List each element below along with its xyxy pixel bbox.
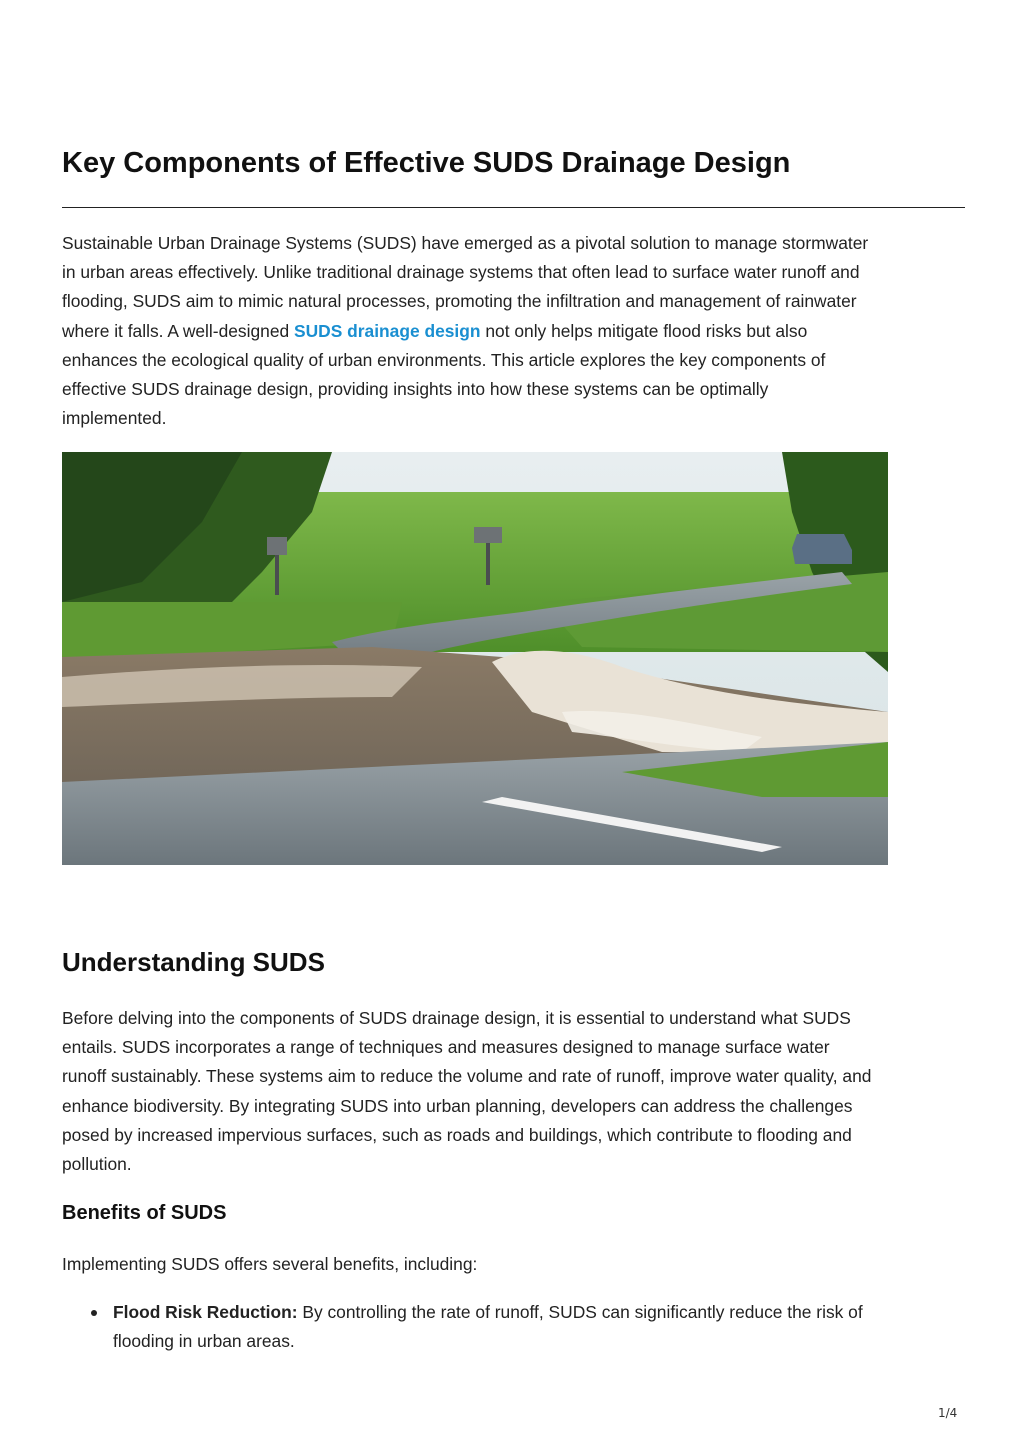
section-heading-benefits: Benefits of SUDS (62, 1202, 227, 1224)
intro-text: not only helps mitigate flood risks but also (480, 320, 808, 341)
benefits-list (62, 1298, 965, 1356)
intro-line: flooding, SUDS aim to mimic natural processes, promoting the infiltration and management of rainwater (62, 291, 857, 312)
list-item-line: flooding in urban areas. (113, 1331, 295, 1352)
intro-line: in urban areas effectively. Unlike traditional drainage systems that often lead to surface water runoff and (62, 262, 860, 283)
suds-drainage-design-link[interactable]: SUDS drainage design (294, 320, 481, 341)
title-divider (62, 207, 965, 208)
list-item-text: By controlling the rate of runoff, SUDS can significantly reduce the risk of (297, 1302, 863, 1322)
paragraph-line: pollution. (62, 1154, 132, 1175)
paragraph-line: entails. SUDS incorporates a range of techniques and measures designed to manage surface water (62, 1037, 830, 1058)
intro-line (62, 317, 965, 346)
paragraph-line: Before delving into the components of SUDS drainage design, it is essential to understand what SUDS (62, 1008, 851, 1028)
list-item-label: Flood Risk Reduction: (113, 1302, 298, 1322)
bullet-icon (91, 1310, 97, 1316)
list-item (62, 1298, 965, 1356)
paragraph-line: enhance biodiversity. By integrating SUDS into urban planning, developers can address the challenges (62, 1095, 853, 1116)
intro-paragraph (62, 229, 965, 433)
paragraph-line: posed by increased impervious surfaces, such as roads and buildings, which contribute to flooding and (62, 1124, 852, 1145)
intro-line: Sustainable Urban Drainage Systems (SUDS) have emerged as a pivotal solution to manage stormwater (62, 233, 869, 253)
page-number: 1/4 (938, 1406, 958, 1420)
paragraph-line: runoff sustainably. These systems aim to reduce the volume and rate of runoff, improve water quality, and (62, 1066, 872, 1087)
list-item-line (113, 1298, 965, 1327)
flooded-road-image (62, 452, 888, 865)
benefits-intro: Implementing SUDS offers several benefits, including: (62, 1254, 478, 1274)
page-title: Key Components of Effective SUDS Drainage Design (62, 147, 791, 179)
understanding-paragraph (62, 1004, 965, 1179)
intro-line: implemented. (62, 408, 167, 429)
intro-line: enhances the ecological quality of urban environments. This article explores the key components of (62, 349, 826, 370)
intro-text: where it falls. A well-designed (62, 320, 294, 341)
intro-line: effective SUDS drainage design, providing insights into how these systems can be optimally (62, 379, 769, 400)
section-heading-understanding-suds: Understanding SUDS (62, 947, 325, 977)
